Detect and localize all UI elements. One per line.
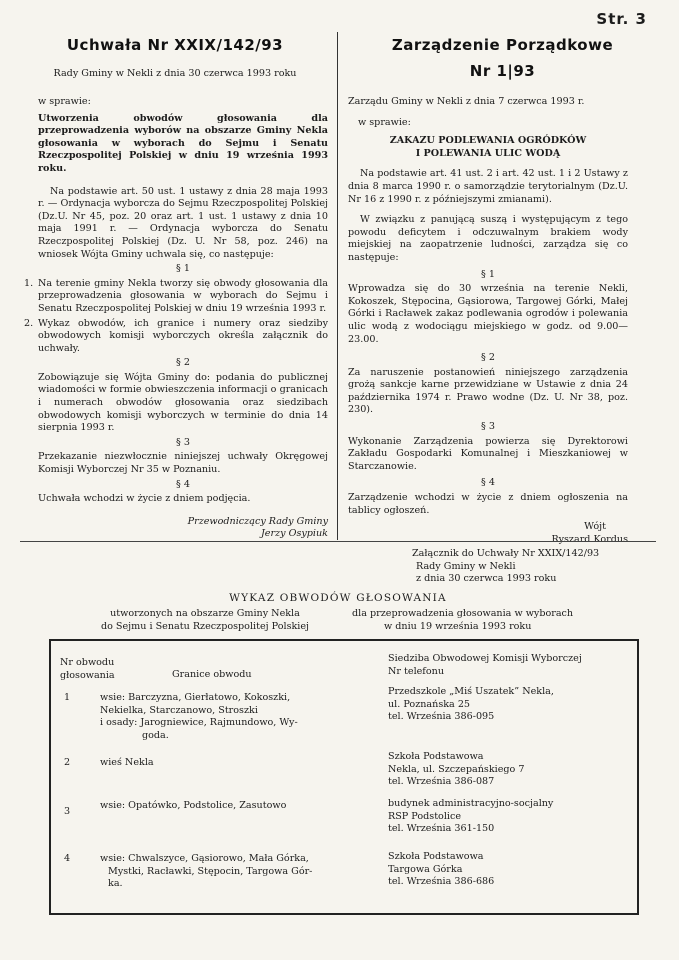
order-section-4: § 4 [481,477,495,489]
order-signature-role: Wójt [584,521,606,533]
annex-line-1: Załącznik do Uchwały Nr XXIX/142/93 [412,548,600,559]
annex-line-2: Rady Gminy w Nekli [416,560,516,572]
resolution-paragraph-2: Zobowiązuje się Wójta Gminy do: podania do publicznej wiadomości w formie obwieszczenia informacji o granicach i numerach obwodów głosowania oraz siedzibach obwodowych komisji wyborczych w terminie do dnia 14 sierpnia 1993 r. [38,371,328,434]
annex-header [412,548,672,586]
annex-subtitle-left: utworzonych na obszarze Gminy Nekla do Sejmu i Senatu Rzeczpospolitej Polskiej [100,608,310,632]
order-w-sprawie: w sprawie: [358,116,411,128]
resolution-paragraph-3: Przekazanie niezwłocznie niniejszej uchwały Okręgowej Komisji Wyborczej Nr 35 w Poznaniu. [38,451,328,476]
resolution-section-4: § 4 [176,478,190,490]
resolution-title: Uchwała Nr XXIX/142/93 [66,36,284,54]
order-subject-line2: I POLEWANIA ULIC WODĄ [415,147,561,159]
order-paragraph-3: Wykonanie Zarządzenia powierza się Dyrektorowi Zakładu Gospodarki Komunalnej i Mieszkaniowej w Starczanowie. [348,435,628,472]
resolution-item-1: 1. Na terenie gminy Nekla tworzy się obwody głosowania dla przeprowadzenia głosowania w wyborach do Sejmu i Senatu Rzeczpospolitej Polskiej w dniu 19 września 1993 r. [24,277,328,314]
table-row-2-bounds: wieś Nekla [100,757,154,768]
table-header-seat: Siedziba Obwodowej Komisji Wyborczej Nr telefonu [388,653,582,677]
order-paragraph-2: Za naruszenie postanowień niniejszego zarządzenia grożą sankcje karne przewidziane w Ustawie z dnia 24 października 1974 r. Prawo wodne (Dz. U. Nr 38, poz. 230). [348,366,628,416]
table-header-nr: Nr obwodu głosowania [60,657,115,681]
resolution-issuer: Rady Gminy w Nekli z dnia 30 czerwca 1993 roku [53,68,297,79]
resolution-section-3: § 3 [176,436,190,448]
resolution-item-2: 2. Wykaz obwodów, ich granice i numery oraz siedziby obwodowych komisji wyborczych określa załącznik do uchwały. [24,317,328,354]
column-divider [337,32,338,540]
order-subject-line1: ZAKAZU PODLEWANIA OGRÓDKÓW [389,135,587,147]
resolution-section-1: § 1 [176,263,190,275]
order-paragraph-1: Wprowadza się do 30 września na terenie Nekli, Kokoszek, Stępocina, Gąsiorowa, Targowej Górki, Małej Górki i Racławek zakaz podlewania ogrodów i polewania ulic wodą z wodociągu miejskiego w godz. od 9.00—23.00. [348,283,628,345]
order-section-3: § 3 [481,421,495,433]
order-title-line1: Zarządzenie Porządkowe [391,36,614,54]
order-section-1: § 1 [481,268,495,280]
table-row-4-nr: 4 [64,853,71,864]
table-row-4-seat: Szkoła Podstawowa Targowa Górka tel. Września 386-686 [388,851,495,888]
order-body [348,96,628,546]
resolution-paragraph-4: Uchwała wchodzi w życie z dniem podjęcia. [38,493,251,505]
page-number: Str. 3 [596,10,647,28]
table-row-1-seat: Przedszkole „Miś Uszatek” Nekla, ul. Poznańska 25 tel. Września 386-095 [388,686,554,723]
table-row-3-bounds: wsie: Opatówko, Podstolice, Zasutowo [100,800,287,811]
resolution-subject: Utworzenia obwodów głosowania dla przeprowadzenia wyborów na obszarze Gminy Nekla głosowania w wyborach do Sejmu i Senatu Rzeczpospolitej Polskiej w dniu 19 września 1993 roku. [38,112,328,174]
order-intro: W związku z panującą suszą i występującym z tego powodu deficytem i odczuwalnym brakiem wody miejskiej na zaopatrzenie ludności, zarządza się co następuje: [348,214,628,263]
table-row-1-bounds: wsie: Barczyzna, Gierłatowo, Kokoszki, Nekielka, Starczanowo, Stroszki i osady: Jarogniewice, Rajmundowo, Wy- goda. [100,692,298,741]
order-section-2: § 2 [481,352,495,364]
table-row-3-nr: 3 [64,806,71,817]
table-row-3-seat: budynek administracyjno-socjalny RSP Podstolice tel. Września 361-150 [388,798,554,835]
resolution-body [24,96,328,541]
resolution-section-2: § 2 [176,357,190,369]
section-divider [20,541,656,542]
order-issuer: Zarządu Gminy w Nekli z dnia 7 czerwca 1993 r. [348,96,585,107]
annex-line-3: z dnia 30 czerwca 1993 roku [416,573,557,585]
table-header-bounds: Granice obwodu [172,669,252,680]
table-row-2-nr: 2 [64,757,71,768]
resolution-signature-name: Jerzy Osypiuk [260,528,328,540]
table-row-4-bounds: wsie: Chwalszyce, Gąsiorowo, Mała Górka, Mystki, Racławki, Stępocin, Targowa Gór- ka. [100,853,313,890]
resolution-signature-role: Przewodniczący Rady Gminy [187,515,328,527]
annex-title: WYKAZ OBWODÓW GŁOSOWANIA [229,592,447,604]
resolution-basis: Na podstawie art. 50 ust. 1 ustawy z dnia 28 maja 1993 r. — Ordynacja wyborcza do Sejmu Rzeczpospolitej Polskiej (Dz.U. Nr 45, poz. 20 oraz art. 1 ust. 1 ustawy z dnia 10 maja 1991 r. — Ordynacja wyborcza do Senatu Rzeczpospolitej Polskiej (Dz. U. Nr 58, poz. 246) na wniosek Wójta Gminy uchwala się, co następuje: [38,185,328,260]
resolution-w-sprawie: w sprawie: [38,96,91,107]
table-row-1-nr: 1 [64,692,71,703]
order-paragraph-4: Zarządzenie wchodzi w życie z dniem ogłoszenia na tablicy ogłoszeń. [348,492,628,516]
order-title-line2: Nr 1|93 [469,62,536,80]
order-basis: Na podstawie art. 41 ust. 2 i art. 42 ust. 1 i 2 Ustawy z dnia 8 marca 1990 r. o samorządzie terytorialnym (Dz.U. Nr 16 z 1990 r. z późniejszymi zmianami). [348,168,628,205]
order-signature-name: Ryszard Kordus [551,533,628,545]
table-row-2-seat: Szkoła Podstawowa Nekla, ul. Szczepańskiego 7 tel. Września 386-087 [388,751,525,788]
annex-subtitle-right: dla przeprowadzenia głosowania w wyborach w dniu 19 września 1993 roku [352,608,574,632]
